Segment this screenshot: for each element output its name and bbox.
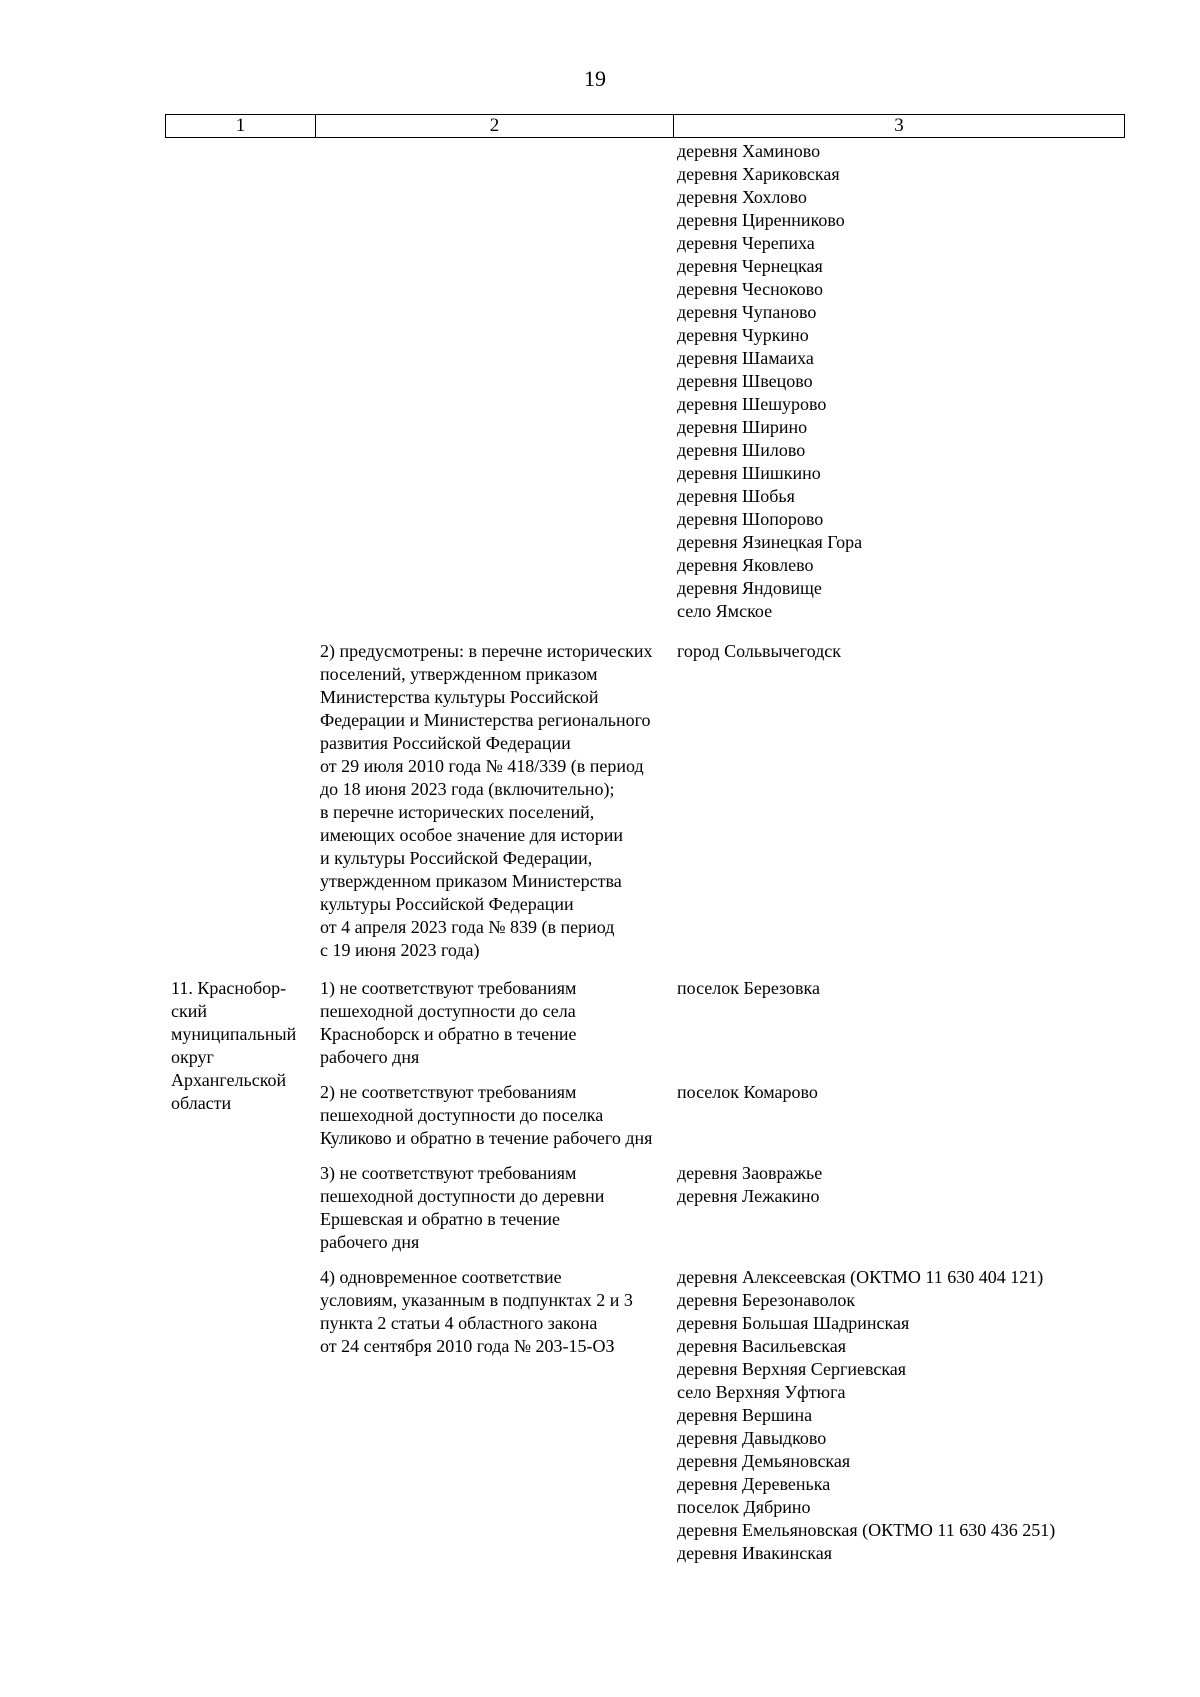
- district-condition-4: [320, 1266, 672, 1358]
- text-line: Архангельской: [171, 1070, 287, 1090]
- text-line: пункта 2 статьи 4 областного закона: [320, 1313, 598, 1333]
- text-line: муниципальный: [171, 1024, 297, 1044]
- text-line: условиям, указанным в подпунктах 2 и 3: [320, 1290, 633, 1310]
- text-line: Федерации и Министерства регионального: [320, 710, 651, 730]
- text-line: Ершевская и обратно в течение: [320, 1209, 560, 1229]
- text-line: 2) предусмотрены: в перечне исторических: [320, 641, 653, 661]
- list-item: деревня Язинецкая Гора: [677, 532, 863, 552]
- list-item: деревня Хариковская: [677, 164, 840, 184]
- list-item: деревня Чуркино: [677, 325, 809, 345]
- list-item: деревня Хохлово: [677, 187, 807, 207]
- table-column-header: [165, 114, 1125, 138]
- list-item: поселок Дябрино: [677, 1497, 811, 1517]
- text-line: имеющих особое значение для истории: [320, 825, 624, 845]
- list-item: деревня Лежакино: [677, 1186, 820, 1206]
- text-line: 2) не соответствуют требованиям: [320, 1082, 577, 1102]
- list-item: деревня Чупаново: [677, 302, 817, 322]
- text-line: 1) не соответствуют требованиям: [320, 978, 577, 998]
- list-item: деревня Давыдково: [677, 1428, 827, 1448]
- list-item: деревня Шишкино: [677, 463, 821, 483]
- list-item: деревня Яковлево: [677, 555, 814, 575]
- district-settlements-4: [677, 1266, 1117, 1565]
- text-line: с 19 июня 2023 года): [320, 940, 480, 960]
- list-item: деревня Деревенька: [677, 1474, 831, 1494]
- list-item: деревня Шамаиха: [677, 348, 814, 368]
- continued-settlement-list: [677, 140, 1117, 623]
- text-line: пешеходной доступности до поселка: [320, 1105, 604, 1125]
- list-item: деревня Емельяновская (ОКТМО 11 630 436 251): [677, 1520, 1056, 1540]
- text-line: Министерства культуры Российской: [320, 687, 599, 707]
- list-item: деревня Циренниково: [677, 210, 845, 230]
- list-item: деревня Хаминово: [677, 141, 821, 161]
- text-line: Куликово и обратно в течение рабочего дня: [320, 1128, 653, 1148]
- text-line: в перечне исторических поселений,: [320, 802, 595, 822]
- text-line: 4) одновременное соответствие: [320, 1267, 562, 1287]
- text-line: культуры Российской Федерации: [320, 894, 574, 914]
- list-item: поселок Березовка: [677, 978, 821, 998]
- list-item: деревня Шопорово: [677, 509, 824, 529]
- text-line: 11. Краснобор-: [171, 978, 287, 998]
- district-settlements-2: [677, 1081, 1117, 1104]
- historic-condition-text: [320, 640, 672, 962]
- district-condition-2: [320, 1081, 672, 1150]
- district-settlements-3: [677, 1162, 1117, 1208]
- text-line: округ: [171, 1047, 214, 1067]
- district-settlements-1: [677, 977, 1117, 1000]
- list-item: деревня Верхняя Сергиевская: [677, 1359, 907, 1379]
- list-item: деревня Заовражье: [677, 1163, 823, 1183]
- list-item: деревня Чернецкая: [677, 256, 823, 276]
- district-condition-1: [320, 977, 672, 1069]
- list-item: деревня Чесноково: [677, 279, 824, 299]
- list-item: деревня Березонаволок: [677, 1290, 856, 1310]
- text-line: до 18 июня 2023 года (включительно);: [320, 779, 615, 799]
- list-item: поселок Комарово: [677, 1082, 818, 1102]
- list-item: деревня Яндовище: [677, 578, 822, 598]
- column-number-3: 3: [674, 115, 1125, 138]
- text-line: пешеходной доступности до села: [320, 1001, 576, 1021]
- list-item: деревня Шобья: [677, 486, 795, 506]
- list-item: село Верхняя Уфтюга: [677, 1382, 846, 1402]
- text-line: 3) не соответствуют требованиям: [320, 1163, 577, 1183]
- district-condition-3: [320, 1162, 672, 1254]
- list-item: деревня Вершина: [677, 1405, 813, 1425]
- list-item: деревня Большая Шадринская: [677, 1313, 910, 1333]
- list-item: деревня Швецово: [677, 371, 813, 391]
- column-number-1: 1: [166, 115, 316, 138]
- list-item: деревня Черепиха: [677, 233, 815, 253]
- text-line: рабочего дня: [320, 1047, 420, 1067]
- text-line: от 24 сентября 2010 года № 203-15-ОЗ: [320, 1336, 615, 1356]
- column-number-2: 2: [316, 115, 674, 138]
- text-line: рабочего дня: [320, 1232, 420, 1252]
- text-line: утвержденном приказом Министерства: [320, 871, 622, 891]
- list-item: деревня Васильевская: [677, 1336, 846, 1356]
- list-item: город Сольвычегодск: [677, 641, 841, 661]
- text-line: развития Российской Федерации: [320, 733, 571, 753]
- text-line: от 4 апреля 2023 года № 839 (в период: [320, 917, 615, 937]
- list-item: деревня Алексеевская (ОКТМО 11 630 404 121): [677, 1267, 1044, 1287]
- district-name: [171, 977, 311, 1115]
- text-line: Красноборск и обратно в течение: [320, 1024, 577, 1044]
- list-item: деревня Ширино: [677, 417, 808, 437]
- list-item: деревня Шешурово: [677, 394, 827, 414]
- text-line: ский: [171, 1001, 207, 1021]
- text-line: от 29 июля 2010 года № 418/339 (в период: [320, 756, 644, 776]
- list-item: село Ямское: [677, 601, 773, 621]
- page-number: 19: [584, 66, 606, 91]
- text-line: пешеходной доступности до деревни: [320, 1186, 605, 1206]
- text-line: области: [171, 1093, 232, 1113]
- historic-settlement-list: [677, 640, 1117, 663]
- text-line: и культуры Российской Федерации,: [320, 848, 593, 868]
- text-line: поселений, утвержденном приказом: [320, 664, 598, 684]
- list-item: деревня Демьяновская: [677, 1451, 851, 1471]
- list-item: деревня Шилово: [677, 440, 806, 460]
- list-item: деревня Ивакинская: [677, 1543, 833, 1563]
